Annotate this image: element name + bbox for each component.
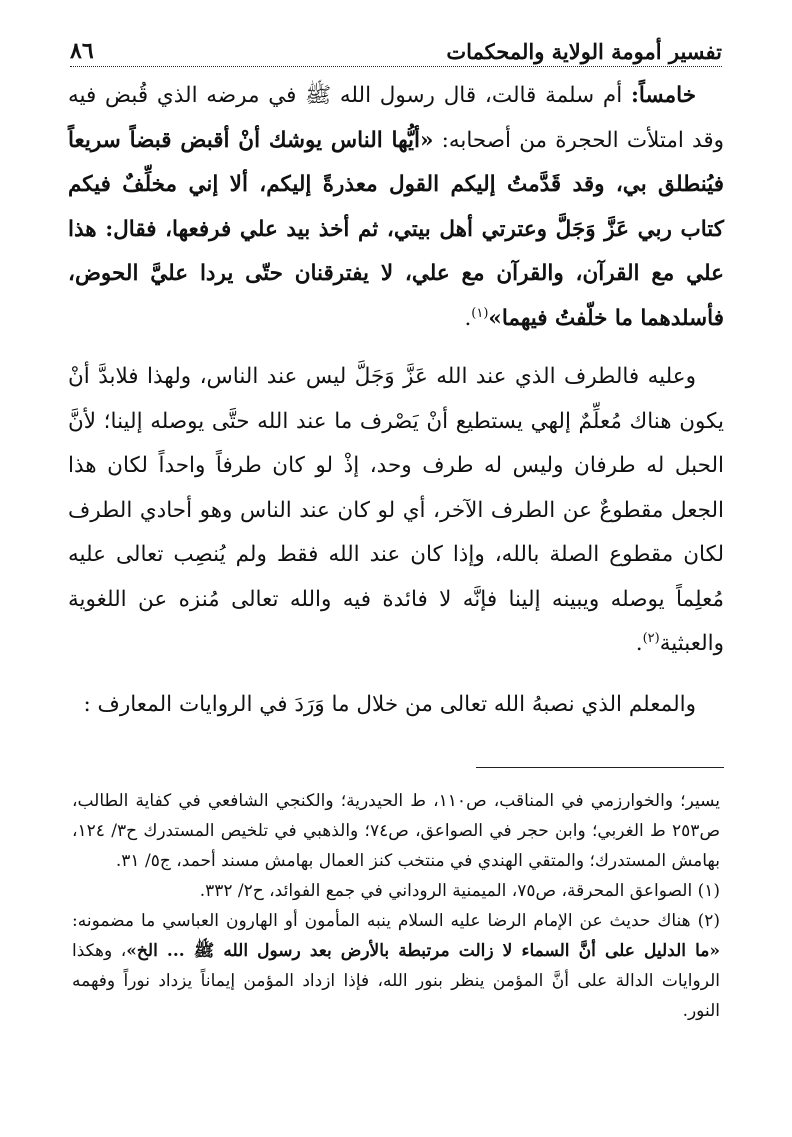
paragraph-hadith <box>68 74 724 341</box>
running-title: تفسير أمومة الولاية والمحكمات <box>446 39 722 64</box>
footnote-2-quote: «ما الدليل على أنَّ السماء لا زالت مرتبطة بالأرض بعد رسول الله ﷺ ... الخ» <box>126 941 721 961</box>
footnote-ref-1[interactable]: (١) <box>471 305 489 321</box>
sentence-end: . <box>464 305 472 331</box>
main-text <box>68 74 724 727</box>
footnote-separator <box>476 767 724 768</box>
paragraph-lead: خامساً: <box>630 83 696 108</box>
page-number: ٨٦ <box>70 38 94 64</box>
footnote-2-rest: ، وهكذا الروايات الدالة على أنَّ المؤمن ينظر بنور الله، فإذا ازداد المؤمن إيماناً يزداد نوراً وفهمه النور. <box>72 941 720 1021</box>
hadith-quote: «أيُّها الناس يوشك أنْ أقبض قبضاً سريعاً فيُنطلق بي، وقد قَدَّمتُ إليكم القول معذرةً إليكم، ألا إني مخلِّفٌ فيكم كتاب ربي عَزَّ وَجَلَّ وعترتي أهل بيتي، ثم أخذ بيد علي فرفعها، فقال: هذا علي مع القرآن، والقرآن مع علي، لا يفترقنان حتّى يردا عليَّ الحوض، فأسلدهما ما خلّفتُ فيهما» <box>68 127 724 331</box>
page-header <box>70 30 722 67</box>
sentence-end: . <box>635 631 643 656</box>
footnotes <box>72 786 720 1026</box>
conclusion-text: والمعلم الذي نصبهُ الله تعالى من خلال ما وَرَدَ في الروايات المعارف : <box>83 691 696 717</box>
explanation-text: وعليه فالطرف الذي عند الله عَزَّ وَجَلَّ ليس عند الناس، ولهذا فلابدَّ أنْ يكون هناك مُعلِّمٌ إلهي يستطيع أنْ يَصْرف ما عند الله حتَّى يوصله إلينا؛ لأنَّ الحبل له طرفان وليس له طرف وحد، إذْ لو كان طرفاً واحداً لكان هذا الجعل مقطوعٌ عن الطرف الآخر، أي لو كان عند الناس وهو أحادي الطرف لكان مقطوع الصلة بالله، وإذا كان عند الله فقط ولم يُنصِب تعالى عليه مُعلِماً يوصله ويبينه إلينا فإنَّه لا فائدة فيه والله تعالى مُنزه عن اللغوية والعبثية <box>68 364 724 656</box>
footnote-continuation: يسير؛ والخوارزمي في المناقب، ص١١٠، ط الحيدرية؛ والكنجي الشافعي في كفاية الطالب، ص٢٥٣ ط الغربي؛ وابن حجر في الصواعق، ص٧٤؛ والذهبي في تلخيص المستدرك ح٣/ ١٢٤، بهامش المستدرك؛ والمتقي الهندي في منتخب كنز العمال بهامش مسند أحمد، ج٥/ ٣١. <box>72 791 721 871</box>
hadith-intro: أم سلمة قالت، قال رسول الله ﷺ في مرضه الذي قُبض فيه وقد امتلأت الحجرة من أصحابه: <box>68 83 724 153</box>
footnote-2-intro: (٢) هناك حديث عن الإمام الرضا عليه السلام ينبه المأمون أو الهارون العباسي ما مضمونه: <box>72 911 720 931</box>
paragraph-explanation <box>68 355 724 667</box>
paragraph-conclusion <box>68 683 724 728</box>
footnote-1: (١) الصواعق المحرقة، ص٧٥، الميمنية الروداني في جمع الفوائد، ح٢/ ٣٣٢. <box>199 881 720 901</box>
footnote-2 <box>72 906 720 1026</box>
footnote-ref-2[interactable]: (٢) <box>642 630 660 646</box>
